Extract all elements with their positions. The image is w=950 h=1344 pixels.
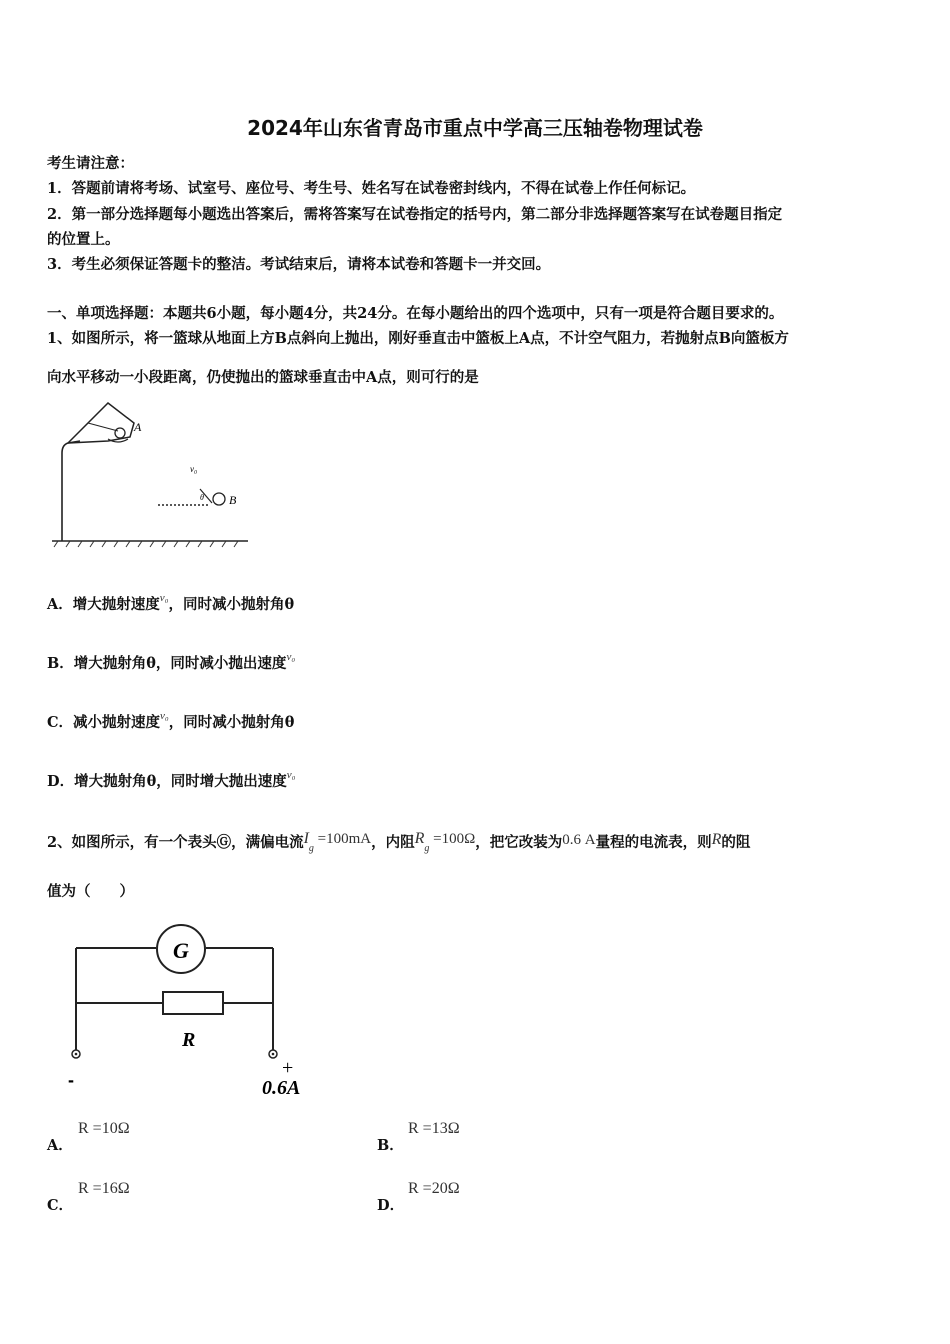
rg-symbol: R [414,830,425,847]
r-symbol: R [711,831,722,848]
r-label: R [182,1029,196,1051]
circuit-figure [60,920,330,1100]
notice-item: 3．考生必须保证答题卡的整洁。考试结束后，请将本试卷和答题卡一并交回。 [47,256,551,273]
q1-option-c[interactable] [47,710,294,732]
option-text: 增大抛射角θ，同时减小抛出速度 [73,655,287,672]
v0-symbol: v₀ [286,651,296,663]
hoop-pole [62,441,80,541]
q2-text: 量程的电流表，则 [595,834,712,851]
q2-option-c-expr: R =16Ω [78,1180,130,1197]
q1-stem-line2: 向水平移动一小段距离，仍使抛出的篮球垂直击中A点，则可行的是 [47,369,479,386]
option-text: ，同时减小抛射角θ [168,596,295,613]
ball-at-a [115,428,125,438]
label-a: A [134,420,142,434]
rg-value: =100Ω [429,831,476,847]
q1-option-d[interactable] [47,769,295,791]
resistor-icon [163,992,223,1014]
ig-value: =100mA [313,831,372,847]
v0-symbol: v₀ [160,710,169,722]
q1-stem-line1: 1、如图所示，将一篮球从地面上方B点斜向上抛出，刚好垂直击中篮板上A点，不计空气阻力，若抛射点B向篮板方 [47,330,789,347]
notice-heading: 考生请注意： [47,155,134,172]
option-text: ，同时减小抛射角θ [168,714,295,731]
minus-label: - [68,1070,74,1090]
notice-item: 的位置上。 [47,231,120,248]
range-label: 0.6A [262,1077,301,1099]
g-label: G [173,938,189,963]
ig-symbol: I [303,830,309,847]
ig-subscript: g [308,842,314,854]
section-heading: 一、单项选择题：本题共6小题，每小题4分，共24分。在每小题给出的四个选项中，只有一项是符合题目要求的。 [47,305,784,322]
backboard [68,403,134,443]
q2-stem-line1 [47,830,750,854]
option-letter: D． [47,773,75,790]
range-value: 0.6 A [562,832,596,848]
option-text: 增大抛射角θ，同时增大抛出速度 [74,773,287,790]
option-letter: B． [47,655,74,672]
q2-option-a-letter[interactable]: A． [47,1137,73,1154]
q2-option-b-expr: R =13Ω [408,1120,460,1137]
q2-option-d-expr: R =20Ω [408,1180,460,1197]
rg-subscript: g [424,842,430,854]
option-letter: A． [47,596,73,613]
q2-option-d-letter[interactable]: D． [377,1197,405,1214]
q2-text: 2、如图所示，有一个表头Ⓖ，满偏电流 [47,834,304,851]
q1-option-b[interactable] [47,651,295,673]
notice-item: 2．第一部分选择题每小题选出答案后，需将答案写在试卷指定的括号内，第二部分非选择题答案写在试卷题目指定 [47,206,783,223]
q2-option-c-letter[interactable]: C． [47,1197,74,1214]
label-theta: θ [200,493,204,502]
option-letter: C． [47,714,74,731]
notice-item: 1．答题前请将考场、试室号、座位号、考生号、姓名写在试卷密封线内，不得在试卷上作任何标记。 [47,180,696,197]
page-title: 2024年山东省青岛市重点中学高三压轴卷物理试卷 [247,116,703,140]
q1-option-a[interactable] [47,592,294,614]
plus-label: + [282,1057,294,1079]
option-text: 减小抛射速度 [73,714,161,731]
q2-option-a-expr: R =10Ω [78,1120,130,1137]
q2-text: 的阻 [721,834,751,851]
label-v0: v₀ [190,464,198,474]
v0-symbol: v₀ [159,592,169,604]
q2-text: ，把它改装为 [475,834,563,851]
ball-at-b [213,493,225,505]
label-b: B [229,493,237,507]
q2-text: ，内阻 [371,834,415,851]
q2-stem-line2: 值为（ ） [47,883,134,900]
basketball-figure [48,395,258,555]
v0-symbol: v₀ [286,769,296,781]
q2-option-b-letter[interactable]: B． [377,1137,404,1154]
ground-hatch [54,541,238,547]
option-text: 增大抛射速度 [72,596,160,613]
